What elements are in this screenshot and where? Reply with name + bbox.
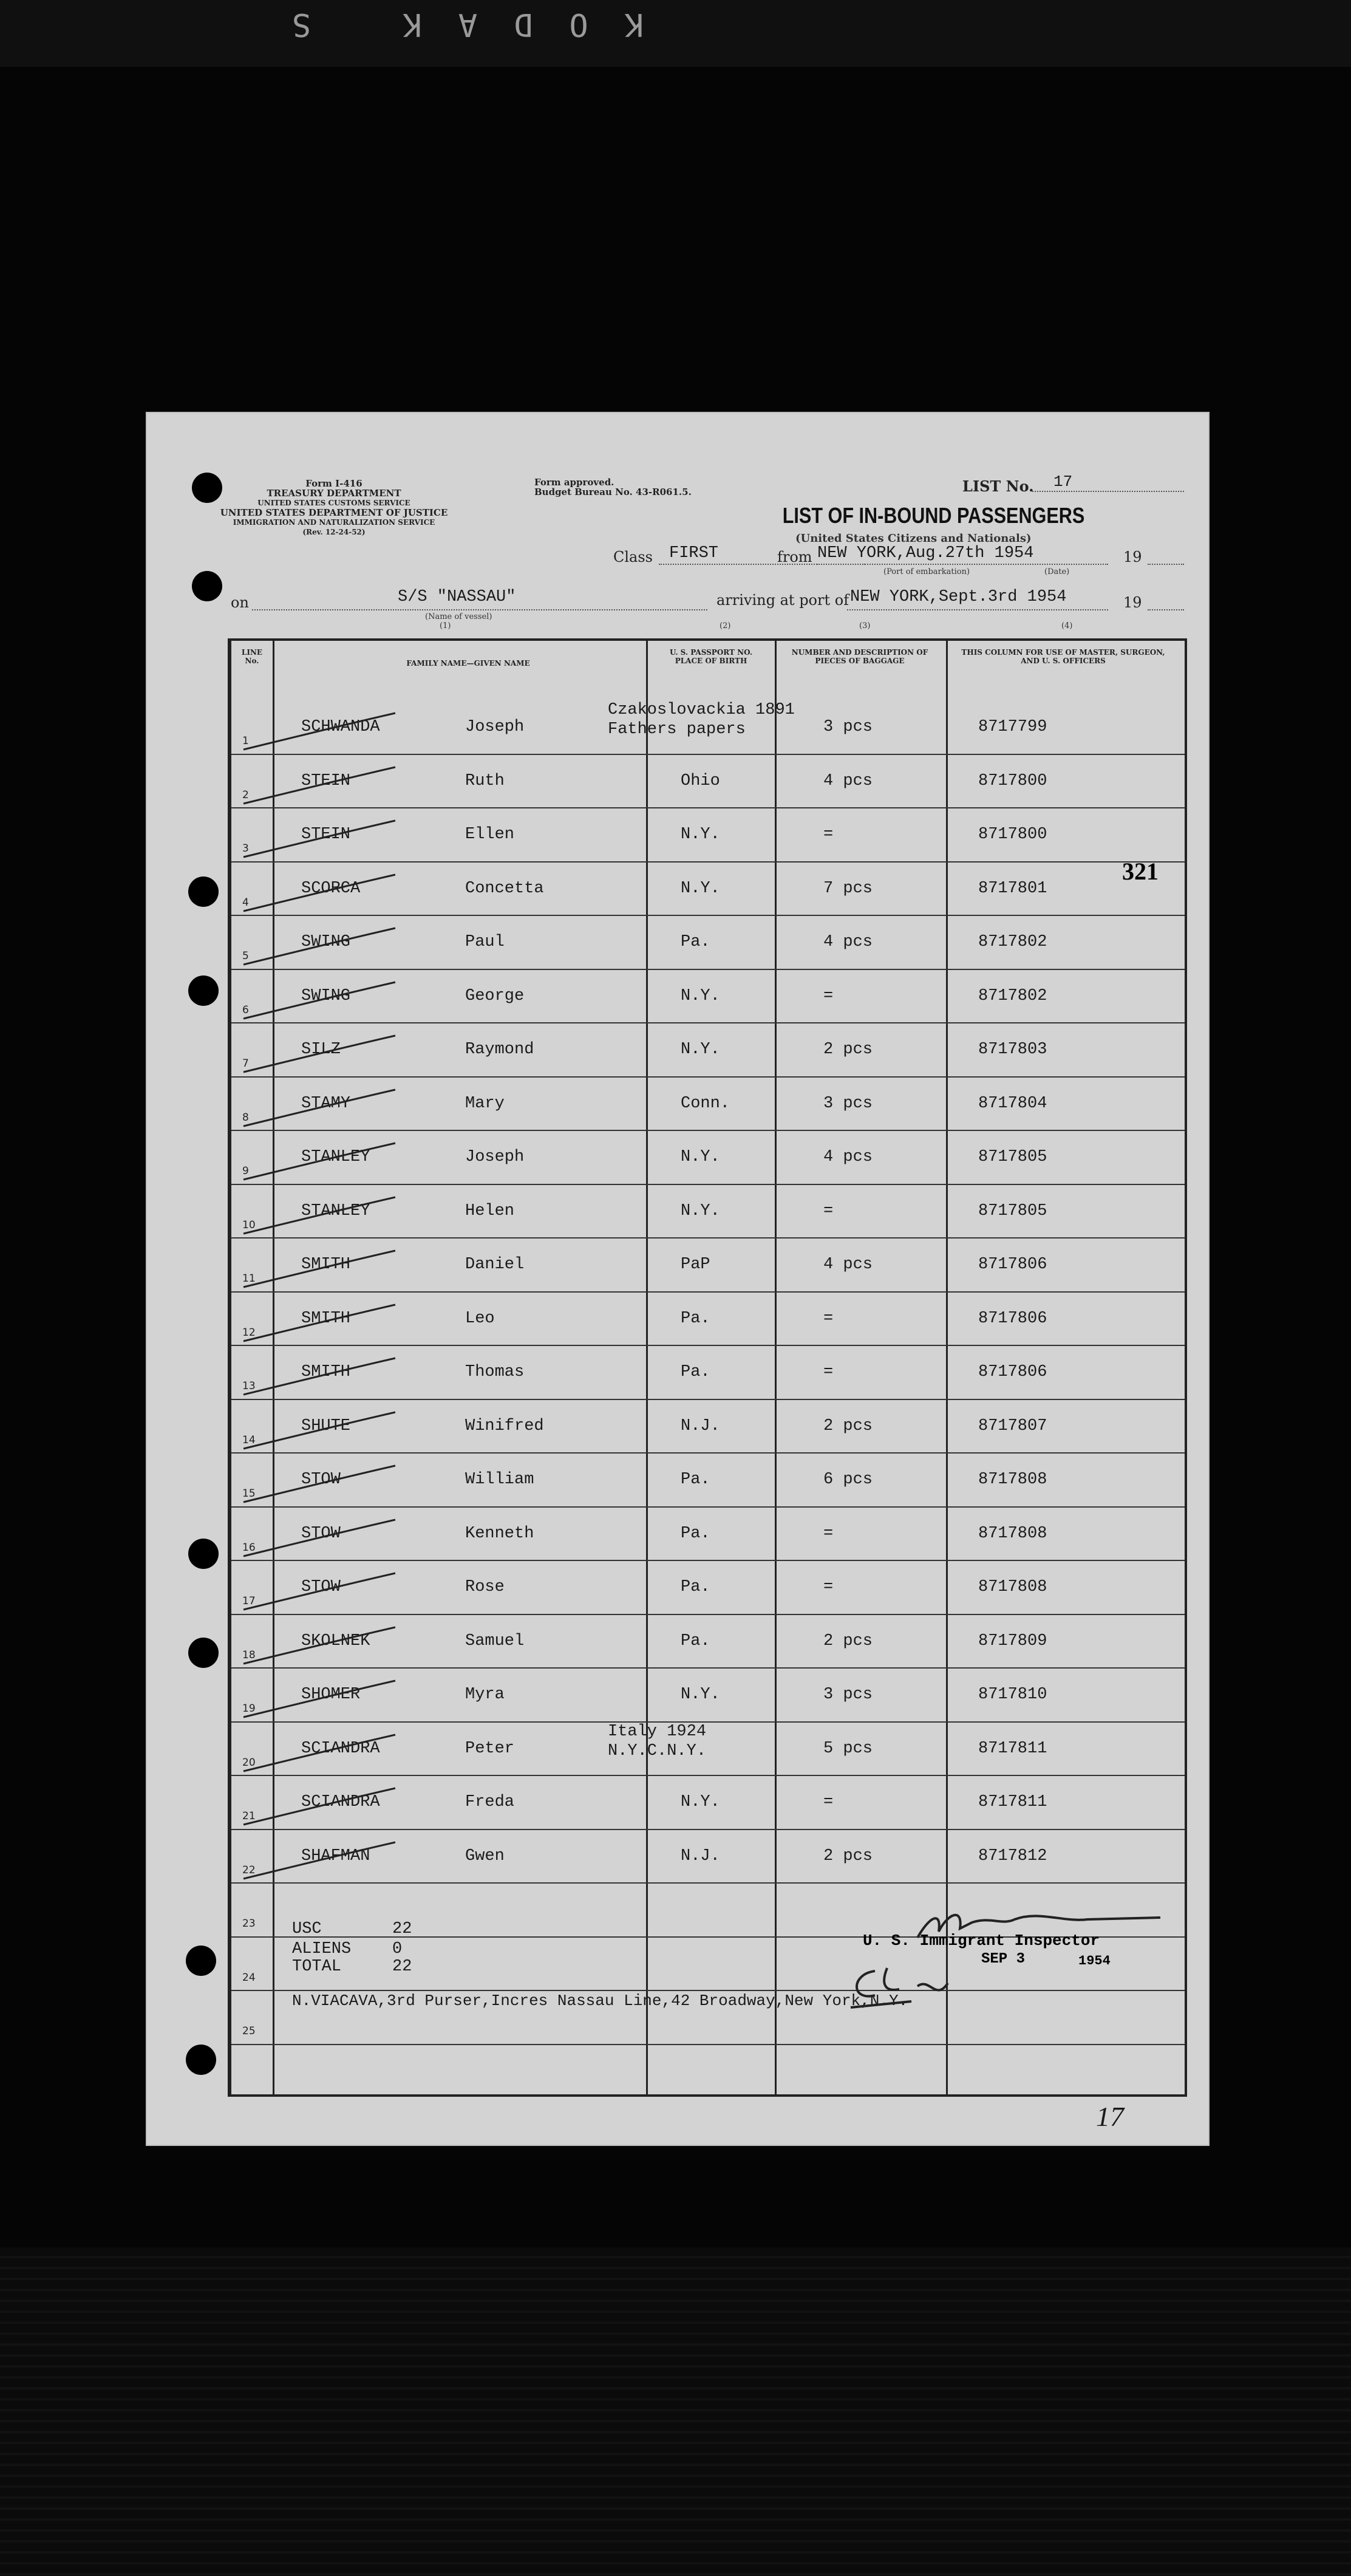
place-of-birth: N.J.: [681, 1416, 720, 1435]
officer-number: 8717808: [978, 1524, 1047, 1543]
baggage: 3 pcs: [823, 1094, 873, 1113]
family-name: SMITH: [301, 1256, 351, 1274]
table-row: [231, 1130, 1185, 1184]
given-name: Paul: [465, 933, 505, 951]
family-name: SCIANDRA: [301, 1739, 380, 1758]
usc-label: USC: [292, 1920, 322, 1938]
form-revision: (Rev. 12-24-52): [302, 528, 366, 536]
punch-hole: [192, 473, 222, 503]
on-label: on: [231, 594, 249, 611]
total-count: 22: [392, 1958, 412, 1976]
check-stroke: [237, 1405, 420, 1454]
place-of-birth: N.Y.: [681, 1040, 720, 1059]
from-year-line: [1148, 564, 1184, 565]
family-name: SCHWANDA: [301, 718, 380, 736]
baggage: 2 pcs: [823, 1631, 873, 1650]
baggage: =: [823, 1524, 834, 1543]
line-number: 6: [242, 1003, 249, 1016]
table-row: [231, 1506, 1185, 1560]
line-number: 14: [242, 1433, 256, 1446]
given-name: Ellen: [465, 825, 515, 844]
punch-hole: [188, 975, 219, 1006]
aliens-count: 0: [392, 1940, 403, 1958]
family-name: STOW: [301, 1524, 341, 1543]
col-num-3: (3): [859, 621, 871, 630]
baggage: =: [823, 1309, 834, 1328]
arriving-year-suffix: 19: [1123, 594, 1142, 611]
officer-number: 8717807: [978, 1416, 1047, 1435]
officer-number: 8717808: [978, 1471, 1047, 1489]
arriving-line: [847, 609, 1108, 610]
from-line: [817, 564, 1108, 565]
arriving-year-line: [1148, 609, 1184, 610]
vessel-caption: (Name of vessel): [425, 612, 492, 621]
immigration-service: IMMIGRATION AND NATURALIZATION SERVICE: [233, 518, 435, 527]
check-stroke: [237, 760, 420, 808]
line-number: 13: [242, 1380, 256, 1392]
customs-service: UNITED STATES CUSTOMS SERVICE: [257, 499, 410, 507]
baggage: 2 pcs: [823, 1416, 873, 1435]
baggage: 4 pcs: [823, 1148, 873, 1166]
check-stroke: [237, 1297, 420, 1346]
baggage: 6 pcs: [823, 1471, 873, 1489]
place-of-birth: Conn.: [681, 1094, 730, 1113]
film-edge: [0, 0, 1351, 67]
officer-number: 8717810: [978, 1686, 1047, 1704]
vessel-line: [252, 609, 707, 610]
inspector-signature: [905, 1904, 1185, 1947]
line-number: 10: [242, 1218, 256, 1231]
family-name: SCIANDRA: [301, 1793, 380, 1811]
baggage: =: [823, 1201, 834, 1220]
table-row: [231, 969, 1185, 1023]
line-number: 17: [242, 1595, 256, 1607]
check-stroke: [237, 1028, 420, 1077]
family-name: SWING: [301, 986, 351, 1005]
place-of-birth: PaP: [681, 1256, 710, 1274]
place-of-birth: N.Y.: [681, 1793, 720, 1811]
form-header-left: [219, 479, 449, 537]
place-of-birth: Fathers papers: [608, 720, 746, 739]
place-of-birth: N.Y.: [681, 825, 720, 844]
check-stroke: [237, 867, 420, 916]
table-row: [231, 1721, 1185, 1775]
check-stroke: [237, 1512, 420, 1561]
given-name: Joseph: [465, 1148, 525, 1166]
inspector-year: 1954: [1078, 1953, 1111, 1969]
officer-number: 8717811: [978, 1793, 1047, 1811]
officer-number: 8717804: [978, 1094, 1047, 1113]
place-of-birth: Pa.: [681, 1471, 710, 1489]
baggage: =: [823, 986, 834, 1005]
line-number: 1: [242, 735, 249, 747]
check-stroke: [237, 1243, 420, 1292]
family-name: STEIN: [301, 771, 351, 790]
line-number: 20: [242, 1756, 256, 1769]
given-name: Helen: [465, 1201, 515, 1220]
class-label: Class: [613, 548, 653, 565]
officer-number: 8717806: [978, 1363, 1047, 1381]
given-name: Ruth: [465, 771, 505, 790]
baggage: 2 pcs: [823, 1847, 873, 1865]
punch-hole: [188, 1539, 219, 1569]
line-number: 4: [242, 896, 249, 909]
officer-number: 8717809: [978, 1631, 1047, 1650]
port-embarkation-caption: (Port of embarkation): [883, 567, 970, 576]
given-name: Daniel: [465, 1256, 525, 1274]
list-no-line: [1032, 491, 1184, 492]
birth-note: Italy 1924: [608, 1722, 707, 1741]
place-of-birth: N.Y.: [681, 1686, 720, 1704]
given-name: Mary: [465, 1094, 505, 1113]
officer-number: 8717806: [978, 1256, 1047, 1274]
line-number: 19: [242, 1703, 256, 1715]
place-of-birth: Pa.: [681, 933, 710, 951]
table-row: [231, 1076, 1185, 1130]
given-name: Leo: [465, 1309, 495, 1328]
from-value: NEW YORK,Aug.27th 1954: [817, 544, 1034, 562]
officer-number: 8717802: [978, 986, 1047, 1005]
baggage: 4 pcs: [823, 1256, 873, 1274]
line-number: 5: [242, 950, 249, 962]
table-row: [231, 1184, 1185, 1238]
purser-line: N.VIACAVA,3rd Purser,Incres Nassau Line,42 Broadway,New York,N.Y.: [292, 1992, 908, 2010]
table-row: [231, 861, 1185, 915]
baggage: =: [823, 1578, 834, 1596]
table-row: [231, 1291, 1185, 1345]
family-name: SCORCA: [301, 879, 361, 898]
header-name: FAMILY NAME—GIVEN NAME: [406, 659, 530, 668]
given-name: Rose: [465, 1578, 505, 1596]
film-bottom-band: [0, 2247, 1351, 2576]
header-baggage: NUMBER AND DESCRIPTION OF PIECES OF BAGGAGE: [791, 648, 928, 665]
family-name: STANLEY: [301, 1148, 370, 1166]
family-name: SILZ: [301, 1040, 341, 1059]
vessel-name: S/S "NASSAU": [398, 588, 516, 606]
page-number: 17: [1096, 2101, 1124, 2132]
given-name: Gwen: [465, 1847, 505, 1865]
margin-number: 321: [1122, 858, 1159, 885]
place-of-birth: N.Y.C.N.Y.: [608, 1741, 707, 1760]
line-number: 25: [242, 2025, 256, 2037]
baggage: =: [823, 1363, 834, 1381]
baggage: 4 pcs: [823, 771, 873, 790]
inspector-title: U. S. Immigrant Inspector: [863, 1932, 1100, 1950]
officer-number: 8717806: [978, 1309, 1047, 1328]
given-name: Raymond: [465, 1040, 534, 1059]
class-value: FIRST: [669, 544, 719, 562]
line-number: 11: [242, 1273, 256, 1285]
punch-hole: [186, 2045, 216, 2075]
officer-number: 8717799: [978, 718, 1047, 736]
col-num-1: (1): [440, 621, 451, 630]
officer-number: 8717800: [978, 825, 1047, 844]
officer-number: 8717803: [978, 1040, 1047, 1059]
given-name: George: [465, 986, 525, 1005]
inspector-date: SEP 3: [981, 1951, 1026, 1967]
punch-hole: [188, 876, 219, 907]
treasury-dept: TREASURY DEPARTMENT: [267, 488, 401, 499]
family-name: STAMY: [301, 1094, 351, 1113]
table-row: [231, 1614, 1185, 1668]
line-number: 9: [242, 1165, 249, 1177]
place-of-birth: Ohio: [681, 771, 720, 790]
family-name: SKOLNEK: [301, 1631, 370, 1650]
given-name: Concetta: [465, 879, 544, 898]
baggage: 3 pcs: [823, 718, 873, 736]
header-officers: THIS COLUMN FOR USE OF MASTER, SURGEON, AND U. S. OFFICERS: [961, 648, 1165, 665]
check-stroke: [237, 1835, 420, 1884]
line-number: 12: [242, 1326, 256, 1339]
given-name: Peter: [465, 1739, 515, 1758]
baggage: =: [823, 1793, 834, 1811]
manifest-page: [146, 412, 1210, 2146]
line-number: 21: [242, 1810, 256, 1822]
budget-bureau: Budget Bureau No. 43-R061.5.: [534, 487, 692, 497]
officer-number: 8717811: [978, 1739, 1047, 1758]
total-label: TOTAL: [292, 1958, 342, 1976]
check-stroke: [237, 921, 420, 969]
form-approval: [534, 477, 692, 497]
check-stroke: [237, 1136, 420, 1184]
line-number: 18: [242, 1648, 256, 1661]
table-row: [231, 1022, 1185, 1076]
check-stroke: [237, 706, 420, 754]
table-row: [231, 1775, 1185, 1829]
officer-number: 8717802: [978, 933, 1047, 951]
baggage: 5 pcs: [823, 1739, 873, 1758]
from-label: from: [777, 548, 812, 565]
line-number: 8: [242, 1111, 249, 1124]
punch-hole: [188, 1638, 219, 1668]
punch-hole: [186, 1946, 216, 1976]
given-name: Freda: [465, 1793, 515, 1811]
baggage: =: [823, 825, 834, 844]
baggage: 3 pcs: [823, 1686, 873, 1704]
place-of-birth: Pa.: [681, 1309, 710, 1328]
check-stroke: [237, 1566, 420, 1614]
line-number: 16: [242, 1541, 256, 1554]
check-stroke: [237, 1082, 420, 1131]
place-of-birth: Pa.: [681, 1363, 710, 1381]
check-stroke: [237, 1781, 420, 1830]
given-name: Kenneth: [465, 1524, 534, 1543]
officer-number: 8717801: [978, 879, 1047, 898]
place-of-birth: Pa.: [681, 1578, 710, 1596]
form-approved: Form approved.: [534, 477, 614, 488]
form-number: Form I-416: [305, 478, 362, 489]
row-divider: [231, 2044, 1185, 2045]
justice-dept: UNITED STATES DEPARTMENT OF JUSTICE: [220, 507, 448, 518]
page-title: LIST OF IN-BOUND PASSENGERS: [782, 503, 1085, 528]
family-name: SMITH: [301, 1363, 351, 1381]
officer-number: 8717800: [978, 771, 1047, 790]
family-name: SMITH: [301, 1309, 351, 1328]
page-subtitle: (United States Citizens and Nationals): [795, 532, 1032, 545]
place-of-birth: N.Y.: [681, 1148, 720, 1166]
given-name: Samuel: [465, 1631, 525, 1650]
officer-number: 8717805: [978, 1148, 1047, 1166]
list-no-label: LIST No.: [962, 477, 1034, 495]
check-stroke: [237, 1673, 420, 1722]
table-row: [231, 754, 1185, 808]
table-row: [231, 1345, 1185, 1399]
initials-mark: [839, 1959, 972, 2014]
given-name: Joseph: [465, 718, 525, 736]
place-of-birth: N.Y.: [681, 986, 720, 1005]
baggage: 4 pcs: [823, 933, 873, 951]
family-name: SWING: [301, 933, 351, 951]
col-num-2: (2): [720, 621, 731, 630]
family-name: SHUTE: [301, 1416, 351, 1435]
check-stroke: [237, 1190, 420, 1238]
baggage: 2 pcs: [823, 1040, 873, 1059]
place-of-birth: Pa.: [681, 1524, 710, 1543]
family-name: STANLEY: [301, 1201, 370, 1220]
table-row: [231, 915, 1185, 969]
given-name: William: [465, 1471, 534, 1489]
line-number: 24: [242, 1971, 256, 1984]
place-of-birth: N.Y.: [681, 879, 720, 898]
col-num-4: (4): [1061, 621, 1073, 630]
family-name: SHAFMAN: [301, 1847, 370, 1865]
header-line-no: LINE No.: [241, 648, 263, 665]
family-name: STOW: [301, 1578, 341, 1596]
check-stroke: [237, 1727, 420, 1776]
arriving-value: NEW YORK,Sept.3rd 1954: [850, 588, 1067, 606]
place-of-birth: Pa.: [681, 1631, 710, 1650]
line-number: 22: [242, 1864, 256, 1876]
officer-number: 8717808: [978, 1578, 1047, 1596]
given-name: Myra: [465, 1686, 505, 1704]
passenger-table: [228, 638, 1187, 2097]
aliens-label: ALIENS: [292, 1940, 352, 1958]
officer-number: 8717812: [978, 1847, 1047, 1865]
line-number: 3: [242, 842, 249, 855]
punch-hole: [192, 571, 222, 601]
table-row: [231, 1667, 1185, 1721]
list-no-value: 17: [1053, 473, 1073, 491]
family-name: SHOMER: [301, 1686, 361, 1704]
check-stroke: [237, 1620, 420, 1669]
line-number: 15: [242, 1488, 256, 1500]
given-name: Winifred: [465, 1416, 544, 1435]
check-stroke: [237, 975, 420, 1023]
table-row: [231, 700, 1185, 754]
arriving-label: arriving at port of: [716, 592, 849, 609]
place-of-birth: N.Y.: [681, 1201, 720, 1220]
header-passport: U. S. PASSPORT NO. PLACE OF BIRTH: [669, 648, 753, 665]
table-row: [231, 1829, 1185, 1883]
table-row: [231, 1452, 1185, 1506]
given-name: Thomas: [465, 1363, 525, 1381]
birth-note: Czakoslovackia 1891: [608, 701, 795, 719]
line-number: 2: [242, 788, 249, 801]
check-stroke: [237, 813, 420, 862]
family-name: STOW: [301, 1471, 341, 1489]
line-number: 7: [242, 1057, 249, 1070]
place-of-birth: N.J.: [681, 1847, 720, 1865]
line-number: 23: [242, 1918, 256, 1930]
family-name: STEIN: [301, 825, 351, 844]
date-caption: (Date): [1044, 567, 1070, 576]
from-year-suffix: 19: [1123, 548, 1142, 565]
officer-number: 8717805: [978, 1201, 1047, 1220]
check-stroke: [237, 1351, 420, 1399]
check-stroke: [237, 1458, 420, 1507]
table-row: [231, 1399, 1185, 1453]
usc-count: 22: [392, 1920, 412, 1938]
table-row: [231, 807, 1185, 861]
baggage: 7 pcs: [823, 879, 873, 898]
table-row: [231, 1237, 1185, 1291]
table-row: [231, 1560, 1185, 1614]
film-edge-text: KODAK S: [255, 6, 644, 43]
